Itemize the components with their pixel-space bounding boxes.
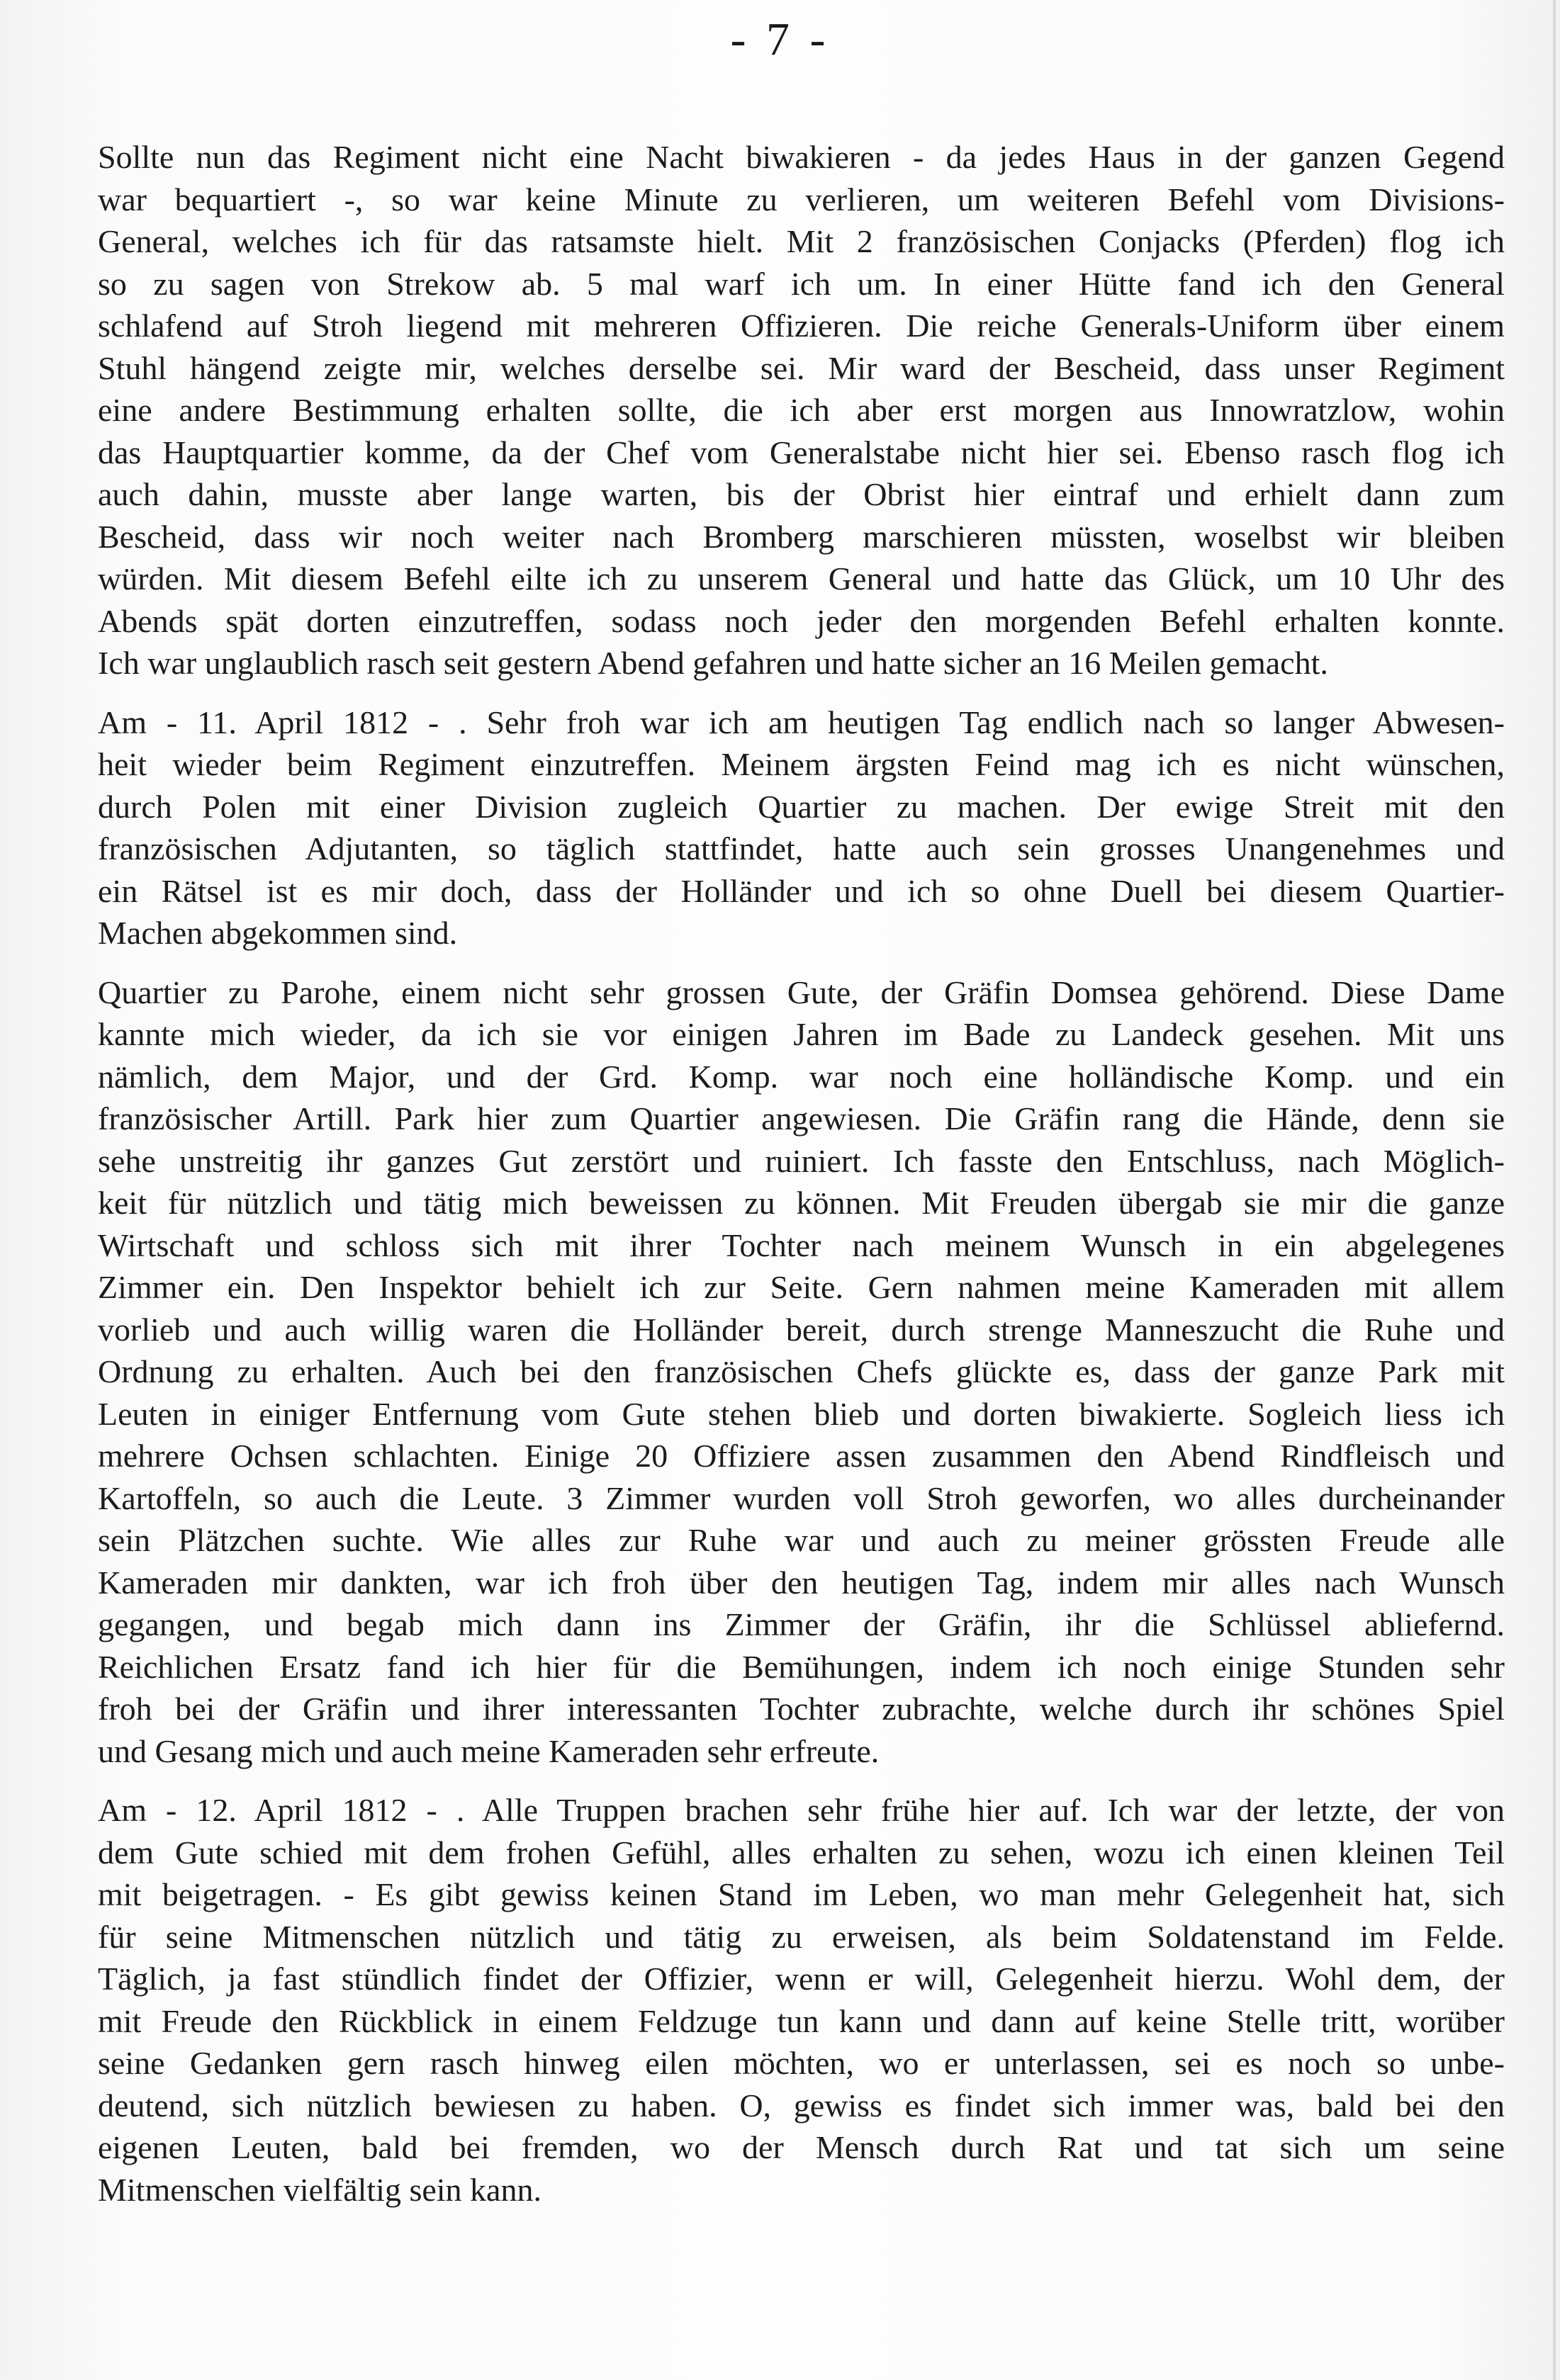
text-line: Ordnung zu erhalten. Auch bei den französischen Chefs glückte es, dass der ganze Park mit xyxy=(98,1353,1505,1389)
text-line: gegangen, und begab mich dann ins Zimmer der Gräfin, ihr die Schlüssel abliefernd. xyxy=(98,1606,1505,1642)
text-line: französischen Adjutanten, so täglich stattfindet, hatte auch sein grosses Unangenehmes und xyxy=(98,830,1505,867)
text-line: Machen abgekommen sind. xyxy=(98,915,458,951)
text-line: Wirtschaft und schloss sich mit ihrer Tochter nach meinem Wunsch in ein abgelegenes xyxy=(98,1226,1505,1263)
text-line: mit beigetragen. - Es gibt gewiss keinen Stand im Leben, wo man mehr Gelegenheit hat, sich xyxy=(98,1876,1505,1912)
text-line: eine andere Bestimmung erhalten sollte, die ich aber erst morgen aus Innowratzlow, wohin xyxy=(98,392,1505,428)
page-number: - 7 - xyxy=(730,13,830,65)
text-line: so zu sagen von Strekow ab. 5 mal warf ich um. In einer Hütte fand ich den General xyxy=(98,265,1505,302)
text-line: dem Gute schied mit dem frohen Gefühl, alles erhalten zu sehen, wozu ich einen kleinen Teil xyxy=(98,1834,1505,1871)
text-line: vorlieb und auch willig waren die Holländer bereit, durch strenge Manneszucht die Ruhe und xyxy=(98,1311,1505,1348)
text-line: für seine Mitmenschen nützlich und tätig zu erweisen, als beim Soldatenstand im Felde. xyxy=(98,1918,1505,1955)
text-line: General, welches ich für das ratsamste hielt. Mit 2 französischen Conjacks (Pferden) flog ich xyxy=(98,223,1505,259)
text-line: Mitmenschen vielfältig sein kann. xyxy=(98,2171,541,2208)
text-line: eigenen Leuten, bald bei fremden, wo der Mensch durch Rat und tat sich um seine xyxy=(98,2129,1505,2165)
text-line: heit wieder beim Regiment einzutreffen. Meinem ärgsten Feind mag ich es nicht wünschen, xyxy=(98,746,1505,782)
text-line: mehrere Ochsen schlachten. Einige 20 Offiziere assen zusammen den Abend Rindfleisch und xyxy=(98,1438,1505,1474)
text-line: schlafend auf Stroh liegend mit mehreren Offizieren. Die reiche Generals-Uniform über einem xyxy=(98,308,1505,344)
text-line: Quartier zu Parohe, einem nicht sehr grossen Gute, der Gräfin Domsea gehörend. Diese Dame xyxy=(98,974,1505,1010)
text-line: Ich war unglaublich rasch seit gestern Abend gefahren und hatte sicher an 16 Meilen gemacht. xyxy=(98,645,1328,681)
paragraph-4 xyxy=(98,1789,1505,2211)
text-line: Reichlichen Ersatz fand ich hier für die Bemühungen, indem ich noch einige Stunden sehr xyxy=(98,1648,1505,1685)
text-line: Leuten in einiger Entfernung vom Gute stehen blieb und dorten biwakierte. Sogleich liess ich xyxy=(98,1395,1505,1432)
text-line: Sollte nun das Regiment nicht eine Nacht biwakieren - da jedes Haus in der ganzen Gegend xyxy=(98,139,1505,175)
text-line: Kartoffeln, so auch die Leute. 3 Zimmer wurden voll Stroh geworfen, wo alles durcheinander xyxy=(98,1479,1505,1516)
text-line: auch dahin, musste aber lange warten, bis der Obrist hier eintraf und erhielt dann zum xyxy=(98,476,1505,512)
text-line: Kameraden mir dankten, war ich froh über den heutigen Tag, indem mir alles nach Wunsch xyxy=(98,1564,1505,1601)
text-line: seine Gedanken gern rasch hinweg eilen möchten, wo er unterlassen, sei es noch so unbe- xyxy=(98,2045,1505,2081)
text-line: nämlich, dem Major, und der Grd. Komp. war noch eine holländische Komp. und ein xyxy=(98,1058,1505,1095)
text-line: Bescheid, dass wir noch weiter nach Bromberg marschieren müssten, woselbst wir bleiben xyxy=(98,518,1505,555)
paragraph-2 xyxy=(98,701,1505,954)
text-line: sein Plätzchen suchte. Wie alles zur Ruhe war und auch zu meiner grössten Freude alle xyxy=(98,1522,1505,1558)
text-line: froh bei der Gräfin und ihrer interessanten Tochter zubrachte, welche durch ihr schönes Spiel xyxy=(98,1691,1505,1727)
text-line: Zimmer ein. Den Inspektor behielt ich zur Seite. Gern nahmen meine Kameraden mit allem xyxy=(98,1269,1505,1305)
paragraph-1 xyxy=(98,136,1505,684)
text-line: das Hauptquartier komme, da der Chef vom Generalstabe nicht hier sei. Ebenso rasch flog ich xyxy=(98,434,1505,470)
text-line: mit Freude den Rückblick in einem Feldzuge tun kann und dann auf keine Stelle tritt, worüber xyxy=(98,2002,1505,2039)
text-body xyxy=(98,136,1505,2228)
text-line: keit für nützlich und tätig mich beweissen zu können. Mit Freuden übergab sie mir die ganze xyxy=(98,1185,1505,1221)
text-line: Am - 12. April 1812 - . Alle Truppen brachen sehr frühe hier auf. Ich war der letzte, der von xyxy=(98,1792,1505,1828)
text-line: würden. Mit diesem Befehl eilte ich zu unserem General und hatte das Glück, um 10 Uhr des xyxy=(98,560,1505,597)
text-line: Stuhl hängend zeigte mir, welches derselbe sei. Mir ward der Bescheid, dass unser Regiment xyxy=(98,349,1505,386)
text-line: deutend, sich nützlich bewiesen zu haben. O, gewiss es findet sich immer was, bald bei den xyxy=(98,2087,1505,2124)
text-line: war bequartiert -, so war keine Minute zu verlieren, um weiteren Befehl vom Divisions- xyxy=(98,181,1505,218)
text-line: Am - 11. April 1812 - . Sehr froh war ich am heutigen Tag endlich nach so langer Abwesen- xyxy=(98,704,1505,740)
text-line: durch Polen mit einer Division zugleich Quartier zu machen. Der ewige Streit mit den xyxy=(98,788,1505,825)
paragraph-3 xyxy=(98,971,1505,1773)
text-line: französischer Artill. Park hier zum Quartier angewiesen. Die Gräfin rang die Hände, denn sie xyxy=(98,1100,1505,1137)
text-line: kannte mich wieder, da ich sie vor einigen Jahren im Bade zu Landeck gesehen. Mit uns xyxy=(98,1016,1505,1052)
text-line: und Gesang mich und auch meine Kameraden sehr erfreute. xyxy=(98,1732,880,1769)
text-line: Täglich, ja fast stündlich findet der Offizier, wenn er will, Gelegenheit hierzu. Wohl dem, der xyxy=(98,1961,1505,1997)
text-line: ein Rätsel ist es mir doch, dass der Holländer und ich so ohne Duell bei diesem Quartier- xyxy=(98,872,1505,909)
text-line: sehe unstreitig ihr ganzes Gut zerstört und ruiniert. Ich fasste den Entschluss, nach Möglich- xyxy=(98,1142,1505,1179)
text-line: Abends spät dorten einzutreffen, sodass noch jeder den morgenden Befehl erhalten konnte. xyxy=(98,602,1505,639)
page-edge-shadow xyxy=(1553,0,1556,2380)
